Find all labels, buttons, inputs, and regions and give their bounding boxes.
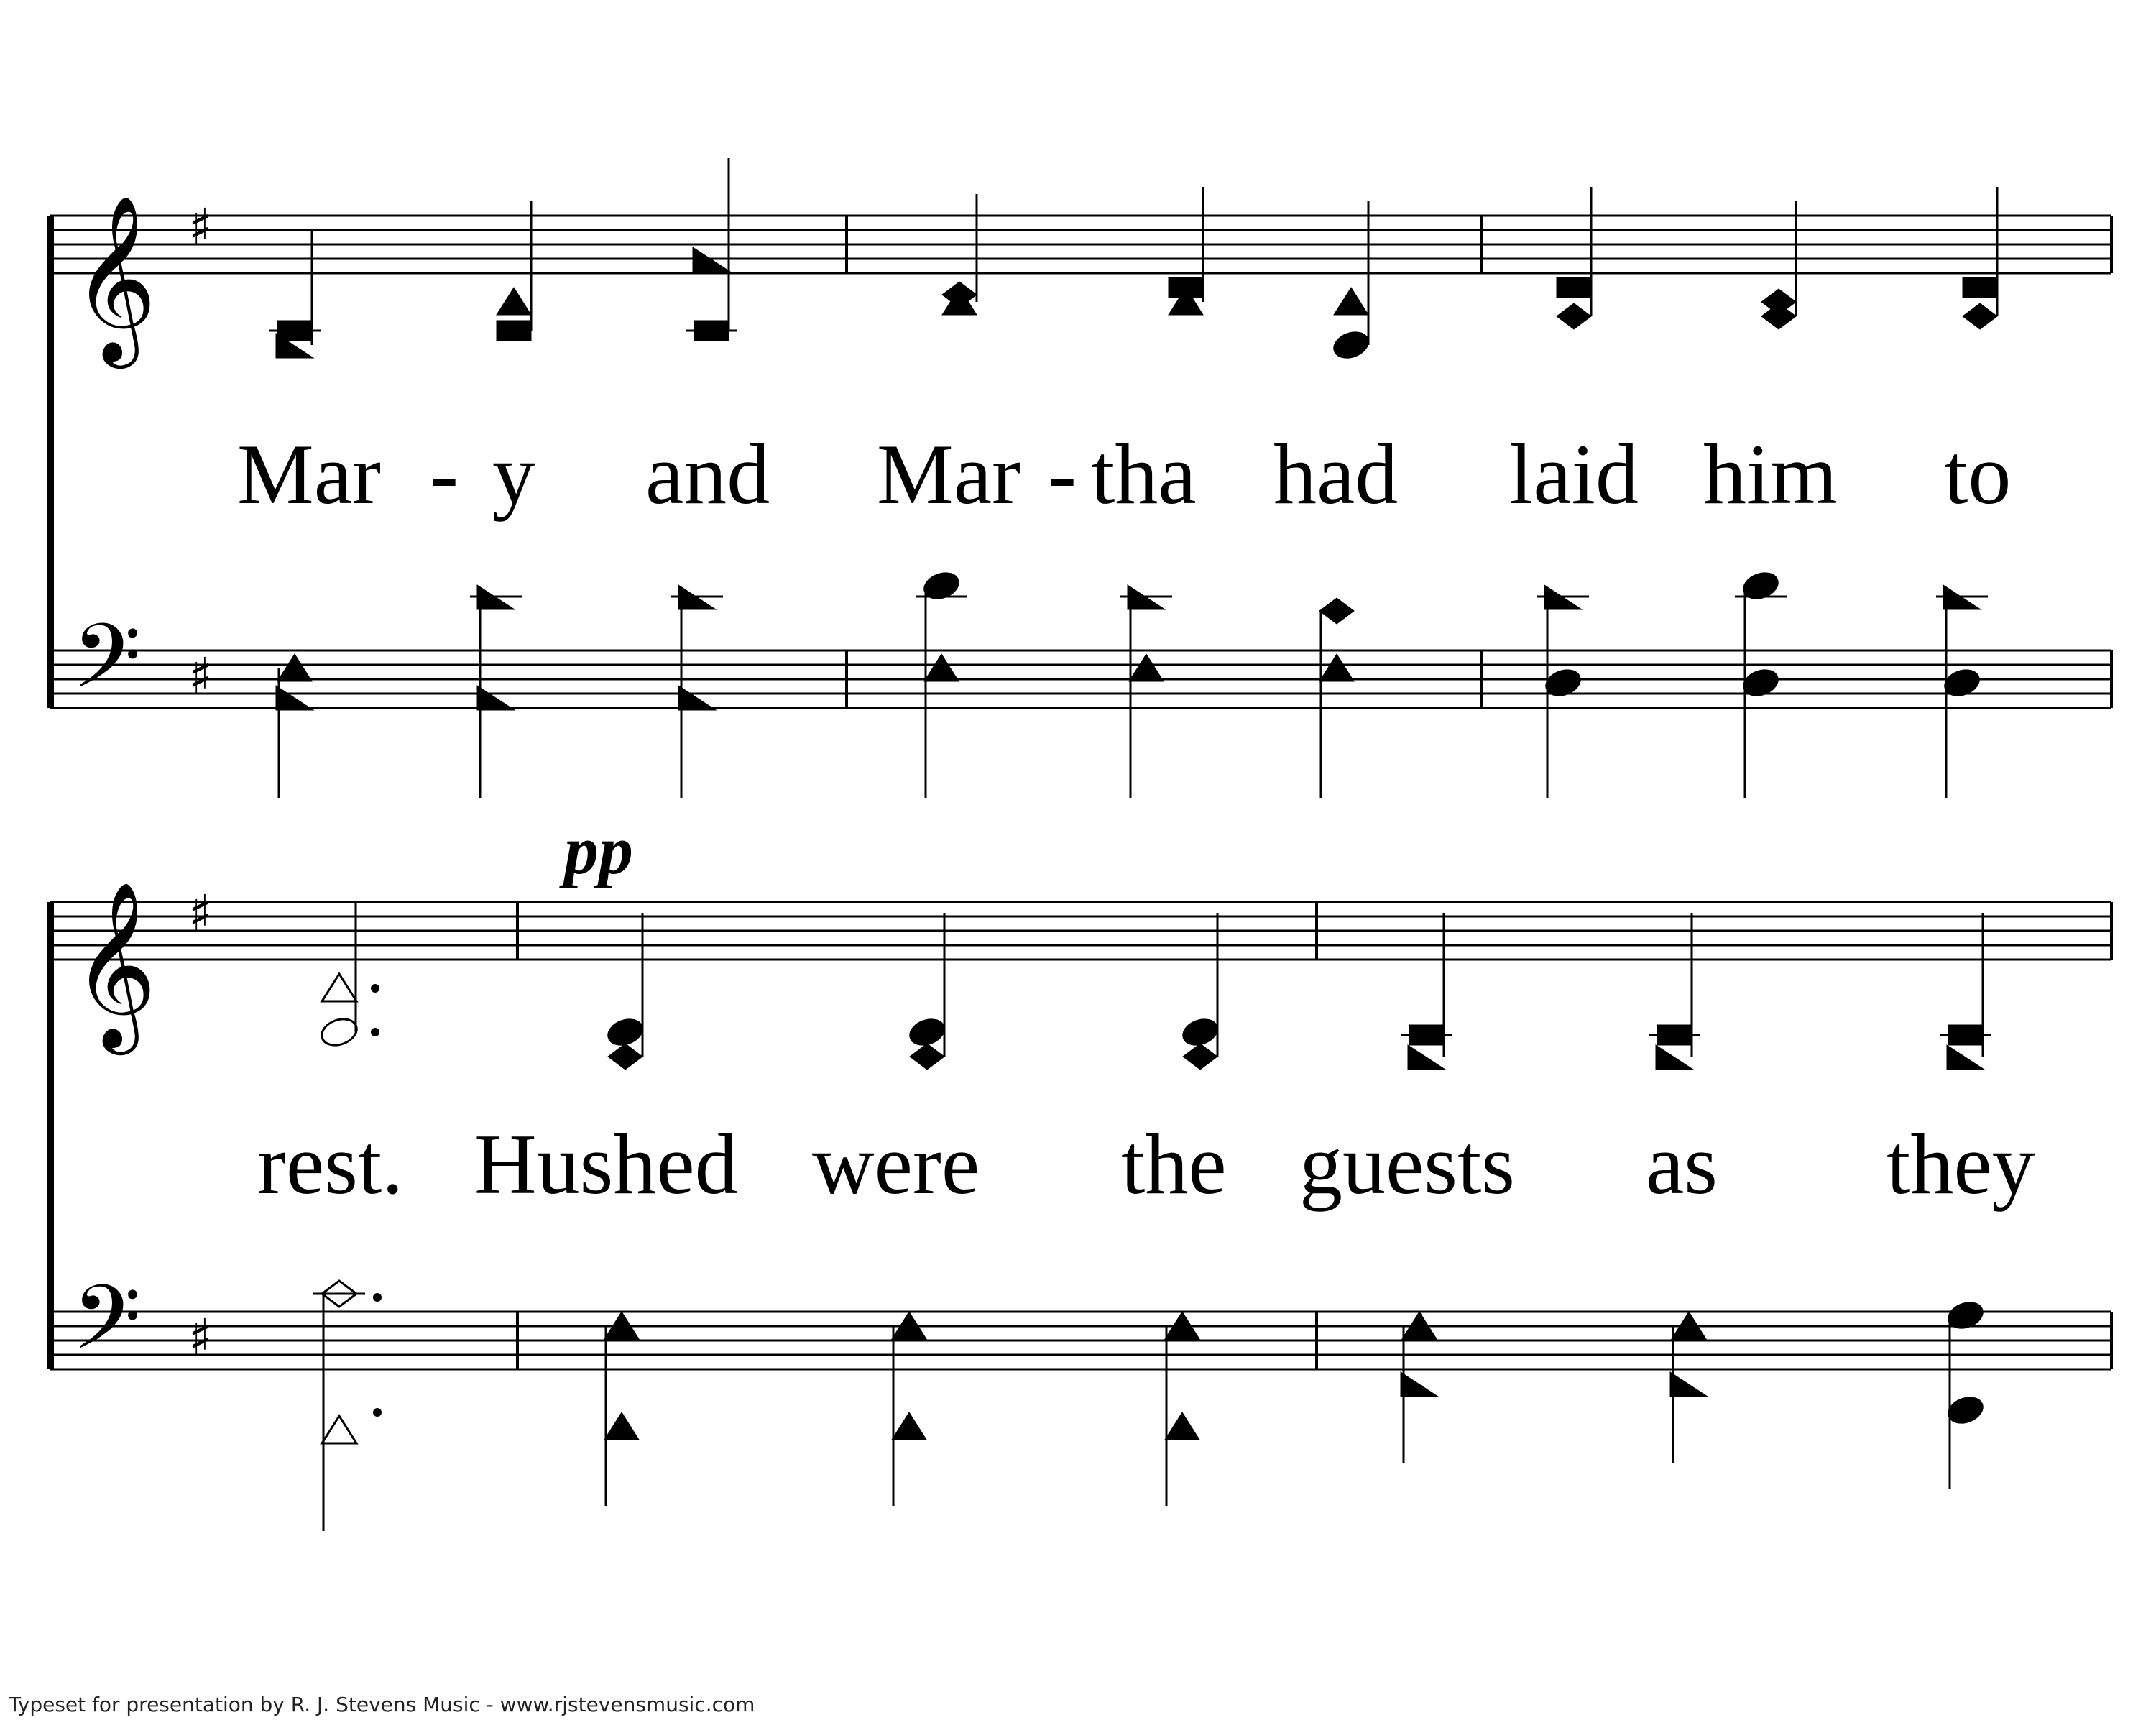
treble-clef: 𝄞 bbox=[72, 880, 157, 1048]
note-head bbox=[1401, 1372, 1438, 1397]
note-head bbox=[1963, 277, 1997, 298]
note-head bbox=[1963, 303, 1997, 329]
note-head bbox=[1129, 654, 1164, 681]
treble-clef: 𝄞 bbox=[72, 194, 157, 362]
note-head bbox=[1557, 303, 1591, 329]
lyric-syllable: to bbox=[1944, 426, 2012, 522]
lyric-syllable: as bbox=[1646, 1116, 1718, 1212]
lyric-syllable: laid bbox=[1509, 426, 1639, 522]
note-head bbox=[678, 686, 716, 710]
note-head bbox=[1334, 288, 1368, 315]
key-signature-sharp: ♯ bbox=[188, 1308, 213, 1367]
lyric-syllable: the bbox=[1121, 1116, 1227, 1212]
note-head bbox=[477, 686, 515, 710]
lyric-syllable: Mar bbox=[877, 426, 1021, 522]
note-head bbox=[1319, 654, 1354, 681]
augmentation-dot bbox=[373, 1408, 382, 1417]
bass-clef: 𝄢 bbox=[72, 1266, 142, 1392]
lyric-syllable: rest. bbox=[257, 1116, 404, 1212]
key-signature-sharp: ♯ bbox=[188, 647, 213, 706]
lyrics-line-2 bbox=[257, 1116, 2035, 1212]
augmentation-dot bbox=[371, 1028, 379, 1036]
note-head bbox=[1557, 277, 1591, 298]
note-head bbox=[497, 321, 531, 341]
lyric-syllable: and bbox=[645, 426, 770, 522]
note-head bbox=[1670, 1372, 1708, 1397]
note-head bbox=[1183, 1044, 1217, 1070]
note-head bbox=[1761, 303, 1796, 329]
note-head bbox=[1165, 1412, 1199, 1440]
note-head bbox=[1947, 1045, 1984, 1070]
augmentation-dot bbox=[373, 1293, 382, 1302]
lyric-syllable: tha bbox=[1091, 426, 1197, 522]
lyrics-line-1 bbox=[237, 426, 2011, 522]
note-head bbox=[1408, 1045, 1445, 1070]
note-head bbox=[892, 1412, 926, 1440]
lyric-syllable: Mar bbox=[237, 426, 381, 522]
key-signature-sharp: ♯ bbox=[188, 884, 213, 943]
note-head bbox=[1656, 1045, 1693, 1070]
note-head bbox=[604, 1412, 639, 1440]
lyric-syllable: Hushed bbox=[474, 1116, 738, 1212]
bass-clef: 𝄢 bbox=[72, 605, 142, 730]
typesetter-credit: Typeset for presentation by R. J. Stevens Music - www.rjstevensmusic.com bbox=[9, 1693, 755, 1716]
note-head bbox=[318, 1014, 361, 1049]
lyric-syllable: y bbox=[492, 426, 535, 522]
lyric-syllable: had bbox=[1273, 426, 1399, 522]
note-head bbox=[1319, 598, 1354, 624]
lyric-syllable: they bbox=[1886, 1116, 2035, 1212]
note-head bbox=[910, 1044, 944, 1070]
note-head bbox=[322, 974, 356, 1001]
lyric-hyphen: - bbox=[430, 426, 459, 522]
lyric-hyphen: - bbox=[1048, 426, 1077, 522]
note-head bbox=[924, 654, 959, 681]
note-head bbox=[608, 1044, 642, 1070]
dynamic-marking: pp bbox=[564, 811, 633, 888]
key-signature-sharp: ♯ bbox=[188, 198, 213, 257]
note-head bbox=[277, 654, 312, 681]
note-head bbox=[276, 686, 313, 710]
lyric-syllable: were bbox=[812, 1116, 980, 1212]
lyric-syllable: guests bbox=[1299, 1116, 1515, 1212]
lyric-syllable: him bbox=[1703, 426, 1838, 522]
note-head bbox=[497, 288, 531, 315]
note-head bbox=[322, 1416, 356, 1443]
note-head bbox=[1330, 327, 1373, 362]
augmentation-dot bbox=[371, 984, 379, 993]
